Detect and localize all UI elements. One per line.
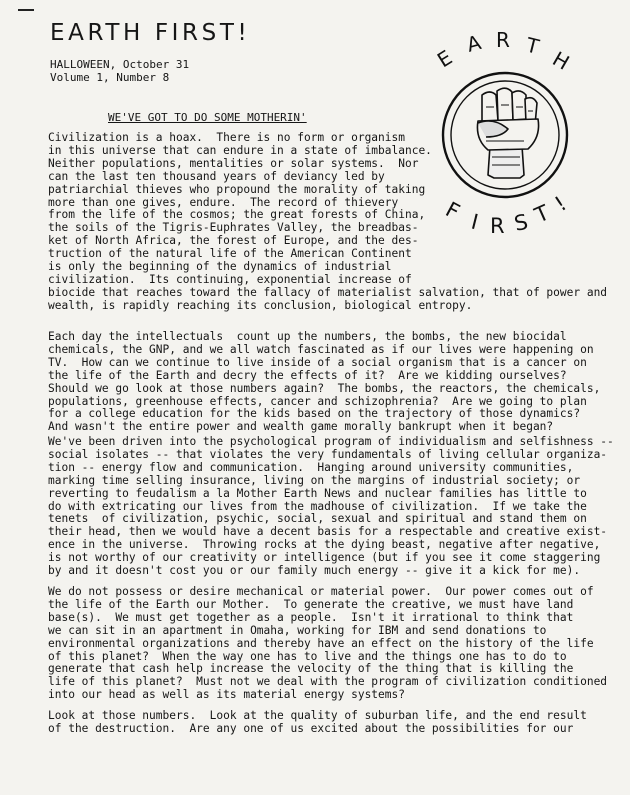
article-line: of the destruction. Are any one of us excited about the possibilities for our [48, 721, 574, 735]
issue-volume: Volume 1, Number 8 [50, 71, 170, 84]
article-line: their head, then we would have a decent basis for a respectable and creative exist- [48, 525, 608, 539]
logo-letter: R [496, 28, 510, 52]
article-line: reverting to feudalism a la Mother Earth News and nuclear families has little to [48, 486, 587, 500]
article-line: social isolates -- that violates the very fundamentals of living cellular organiza- [48, 447, 608, 461]
article-line: Look at those numbers. Look at the quality of suburban life, and the end result [48, 709, 587, 722]
logo-letter: E [432, 45, 457, 73]
issue-date: HALLOWEEN, October 31 [50, 58, 190, 71]
article-line: is only the beginning of the dynamics of industrial [48, 260, 392, 274]
logo-letter: T [531, 200, 553, 228]
article-line: can the last ten thousand years of deviancy led by [48, 169, 385, 183]
article-line: of this planet? When the way one has to live and the things one has to do to [48, 649, 567, 663]
article-line: in this universe that can endure in a state of imbalance. [48, 143, 432, 157]
article-line: life of this planet? Must not we deal with the program of civilization conditioned [48, 675, 608, 689]
article-line: tion -- energy flow and communication. Hanging around university communities, [48, 460, 574, 474]
article-line: ence in the universe. Throwing rocks at the dying beast, negative after negative, [48, 538, 601, 552]
article-line: And wasn't the entire power and wealth game morally bankrupt when it began? [48, 420, 554, 434]
article-line: the life of the Earth and decry the effects of it? Are we kidding ourselves? [48, 368, 567, 382]
article-paragraph [48, 436, 614, 578]
article-line: We do not possess or desire mechanical or material power. Our power comes out of [48, 585, 594, 598]
article-headline: WE'VE GOT TO DO SOME MOTHERIN' [108, 111, 307, 124]
article-line: Each day the intellectuals count up the numbers, the bombs, the new biocidal [48, 330, 567, 343]
article-paragraph [48, 132, 607, 313]
article-line: We've been driven into the psychological program of individualism and selfishness -- [48, 435, 614, 448]
article-line: truction of the natural life of the American Continent [48, 247, 412, 261]
article-line: base(s). We must get together as a people. Isn't it irrational to think that [48, 610, 574, 624]
logo-letter: ! [550, 191, 571, 217]
article-line: Should we go look at those numbers again? The bombs, the reactors, the chemicals, [48, 381, 601, 395]
article-line: do with extricating our lives from the madhouse of civilization. If we take the [48, 499, 587, 513]
logo-top-word [433, 28, 574, 75]
article-line: for a college education for the kids based on the trajectory of those dynamics? [48, 407, 581, 421]
article-line: chemicals, the GNP, and we all watch fascinated as if our lives were happening on [48, 342, 594, 356]
logo-letter: I [468, 209, 481, 235]
article-line: civilization. Its continuing, exponential increase of [48, 272, 412, 286]
logo-letter: H [548, 46, 574, 75]
article-line: populations, greenhouse effects, cancer and schizophrenia? Are we going to plan [48, 394, 587, 408]
article-line: we can sit in an apartment in Omaha, working for IBM and send donations to [48, 623, 547, 637]
logo-letter: F [441, 197, 464, 225]
logo-letter: R [490, 214, 505, 238]
article-line: more than one gives, endure. The record of thievery [48, 195, 399, 209]
article-line: biocide that reaches toward the fallacy of materialist salvation, that of power and [48, 285, 608, 299]
article-line: TV. How can we continue to live inside of a social organism that is a cancer on [48, 355, 587, 369]
article-line: from the life of the cosmos; the great forests of China, [48, 208, 426, 222]
article-line: is not worthy of our creativity or intelligence (but if you see it come staggering [48, 551, 601, 565]
article-line: marking time selling insurance, living on the margins of industrial society; or [48, 473, 581, 487]
article-line: Civilization is a hoax. There is no form or organism [48, 131, 405, 144]
article-line: the life of the Earth our Mother. To generate the creative, we must have land [48, 597, 574, 611]
article-line: ket of North Africa, the forest of Europe, and the des- [48, 234, 419, 248]
article-line: by and it doesn't cost you or our family much energy -- give it a kick for me). [48, 564, 581, 578]
article-line: patriarchial thieves who propound the morality of taking [48, 182, 426, 196]
corner-pen-mark [18, 9, 34, 11]
logo-letter: S [512, 209, 531, 236]
masthead-title: EARTH FIRST! [50, 20, 251, 46]
article-line: Neither populations, mentalities or solar systems. Nor [48, 156, 419, 170]
article-line: generate that cash help increase the velocity of the thing that is killing the [48, 662, 574, 676]
logo-letter: T [523, 32, 542, 59]
article-paragraph [48, 710, 587, 736]
article-line: wealth, is rapidly reaching its conclusion, biological entropy. [48, 298, 473, 312]
article-paragraph [48, 331, 600, 434]
article-line: the soils of the Tigris-Euphrates Valley, the breadbas- [48, 221, 419, 235]
article-paragraph [48, 586, 607, 702]
article-line: tenets of civilization, psychic, social, sexual and spiritual and stand them on [48, 512, 587, 526]
logo-letter: A [464, 30, 484, 57]
article-line: environmental organizations and thereby have an effect on the history of the life [48, 636, 594, 650]
article-line: into our head as well as its material energy systems? [48, 688, 405, 702]
